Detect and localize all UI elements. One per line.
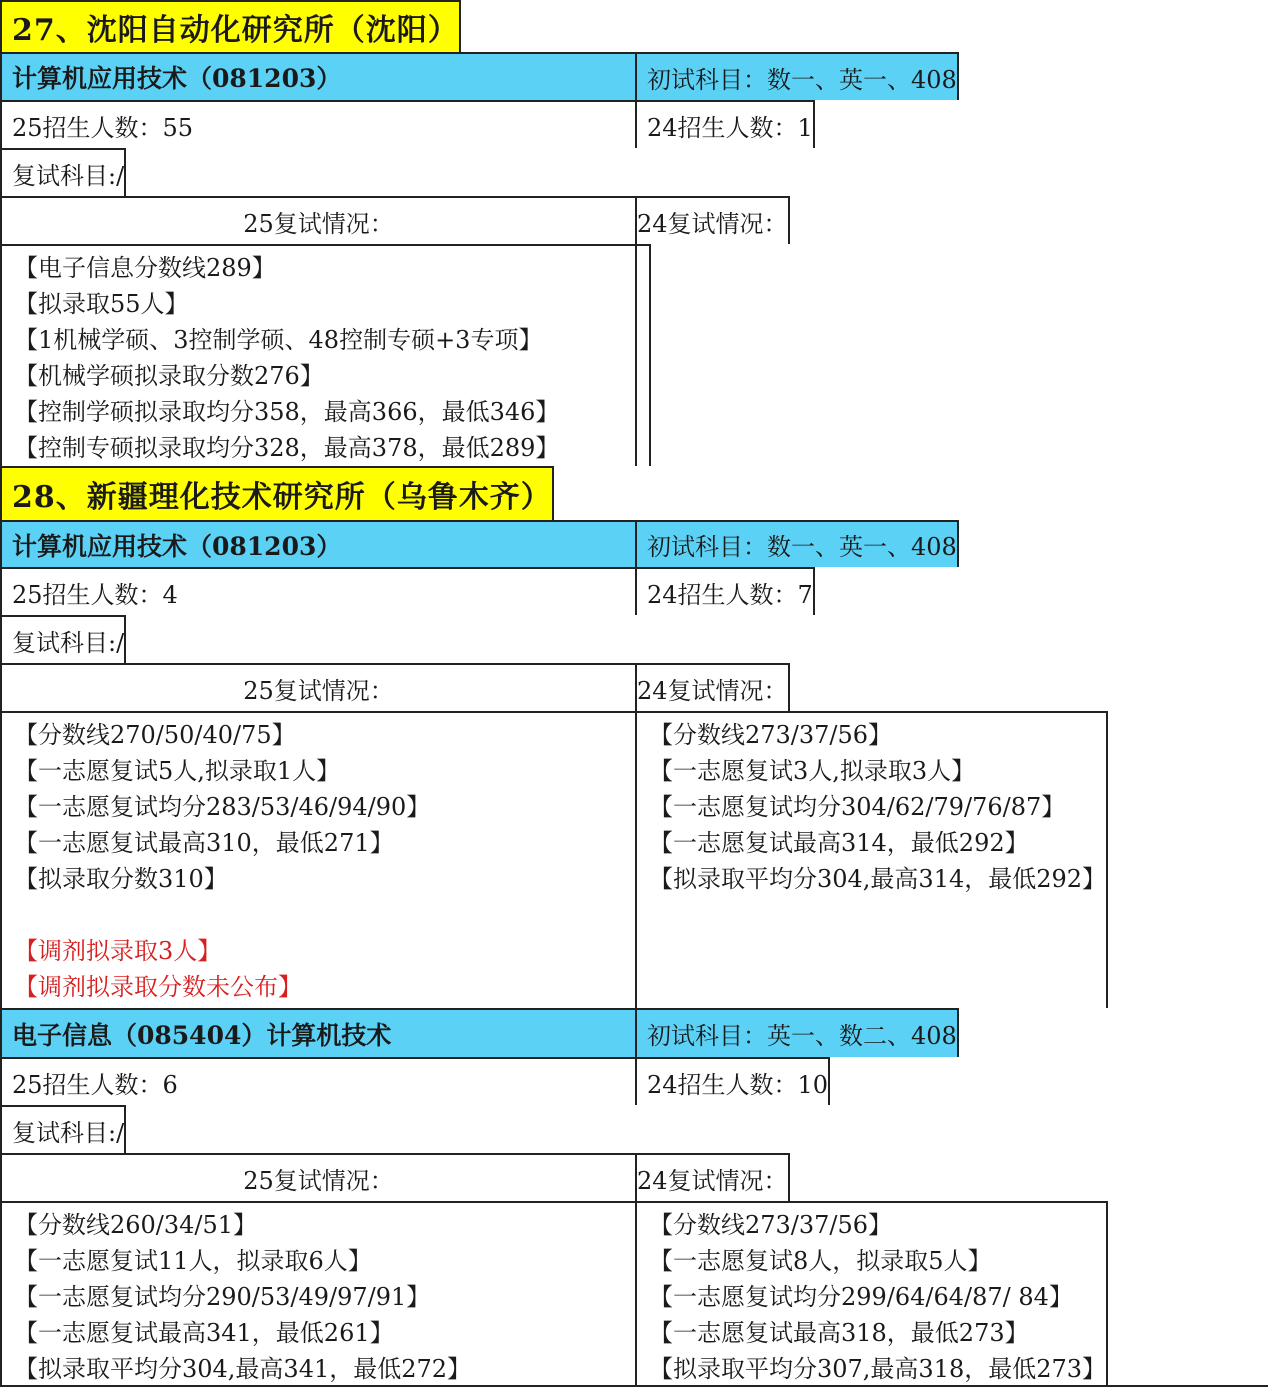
retest-header-row: [0, 663, 790, 711]
retest-line: 【一志愿复试8人，拟录取5人】: [649, 1247, 992, 1275]
retest-25-details: [2, 1203, 637, 1385]
retest-line: 【控制学硕拟录取均分358，最高366，最低346】: [14, 398, 560, 426]
enrollment-row: [0, 100, 815, 148]
exam-subjects: 初试科目：数一、英一、408: [647, 65, 957, 94]
exam-subjects: 初试科目：英一、数二、408: [647, 1022, 957, 1050]
retest-24-details: [637, 713, 1106, 1008]
retest-25-details: [2, 246, 637, 466]
retest-line: 【一志愿复试均分283/53/46/94/90】: [14, 793, 431, 821]
retest-line: 【一志愿复试均分290/53/49/97/91】: [14, 1283, 431, 1311]
retest-line: 【拟录取55人】: [14, 290, 189, 318]
retest-line: 【一志愿复试最高318，最低273】: [649, 1319, 1029, 1347]
enroll-24: 24招生人数：10: [647, 1070, 829, 1099]
program-name: 电子信息（085404）计算机技术: [2, 1010, 637, 1057]
retest-subjects-row: [0, 615, 126, 663]
retest-line: 【分数线273/37/56】: [649, 1211, 893, 1239]
retest-header-row: [0, 196, 790, 244]
adjustment-line: 【调剂拟录取3人】: [14, 937, 222, 965]
enroll-25: 25招生人数：6: [2, 1059, 637, 1105]
adjustment-line: 【调剂拟录取分数未公布】: [14, 973, 302, 1001]
retest-line: 【一志愿复试最高341，最低261】: [14, 1319, 394, 1347]
retest-line: 【1机械学硕、3控制学硕、48控制专硕+3专项】: [14, 326, 543, 354]
retest-line: 【拟录取平均分307,最高318，最低273】: [649, 1355, 1107, 1383]
program-row: [0, 520, 959, 567]
retest-line: 【一志愿复试均分304/62/79/76/87】: [649, 793, 1066, 821]
retest-detail-row: [0, 711, 1108, 1008]
retest-24-header: 24复试情况：: [637, 676, 788, 705]
retest-25-header: 25复试情况：: [2, 198, 637, 244]
exam-subjects: 初试科目：数一、英一、408: [647, 533, 957, 561]
section-title: 28、新疆理化技术研究所（乌鲁木齐）: [12, 480, 552, 515]
retest-24-header: 24复试情况：: [637, 209, 788, 238]
retest-detail-row: [0, 1201, 1108, 1385]
retest-header-row: [0, 1153, 790, 1201]
retest-detail-row: [0, 244, 651, 466]
retest-subjects: 复试科目:/: [12, 628, 125, 657]
retest-line: 【拟录取分数310】: [14, 865, 228, 893]
retest-line: 【一志愿复试最高314，最低292】: [649, 829, 1029, 857]
retest-24-details: [637, 246, 649, 466]
retest-subjects-row: [0, 148, 126, 196]
program-row: [0, 52, 959, 100]
retest-line: 【分数线270/50/40/75】: [14, 721, 296, 749]
retest-25-details: [2, 713, 637, 1008]
enroll-25: 25招生人数：55: [2, 102, 637, 148]
section-header-28: [0, 466, 554, 520]
retest-line: 【机械学硕拟录取分数276】: [14, 362, 324, 390]
program-name: 计算机应用技术（081203）: [2, 54, 637, 100]
program-row: [0, 1008, 959, 1057]
enrollment-row: [0, 1057, 830, 1105]
retest-line: 【电子信息分数线289】: [14, 254, 276, 282]
retest-line: 【一志愿复试3人,拟录取3人】: [649, 757, 976, 785]
retest-line: 【一志愿复试均分299/64/64/87/ 84】: [649, 1283, 1073, 1311]
retest-line: 【控制专硕拟录取均分328，最高378，最低289】: [14, 434, 560, 462]
program-name: 计算机应用技术（081203）: [2, 522, 637, 567]
retest-subjects: 复试科目:/: [12, 1118, 125, 1147]
retest-line: 【一志愿复试5人,拟录取1人】: [14, 757, 341, 785]
section-header-27: [0, 0, 461, 52]
retest-line: 【分数线260/34/51】: [14, 1211, 258, 1239]
enroll-24: 24招生人数：7: [647, 580, 813, 609]
retest-line: 【分数线273/37/56】: [649, 721, 893, 749]
retest-subjects: 复试科目:/: [12, 161, 125, 190]
retest-line: 【一志愿复试11人，拟录取6人】: [14, 1247, 372, 1275]
enroll-24: 24招生人数：1: [647, 113, 813, 142]
retest-25-header: 25复试情况：: [2, 1155, 637, 1201]
retest-line: 【拟录取平均分304,最高341，最低272】: [14, 1355, 472, 1383]
enrollment-row: [0, 567, 815, 615]
retest-line: 【拟录取平均分304,最高314，最低292】: [649, 865, 1107, 893]
enroll-25: 25招生人数：4: [2, 569, 637, 615]
retest-subjects-row: [0, 1105, 126, 1153]
retest-24-header: 24复试情况：: [637, 1166, 788, 1195]
section-title: 27、沈阳自动化研究所（沈阳）: [12, 13, 459, 48]
retest-25-header: 25复试情况：: [2, 665, 637, 711]
retest-24-details: [637, 1203, 1106, 1385]
retest-line: 【一志愿复试最高310，最低271】: [14, 829, 394, 857]
